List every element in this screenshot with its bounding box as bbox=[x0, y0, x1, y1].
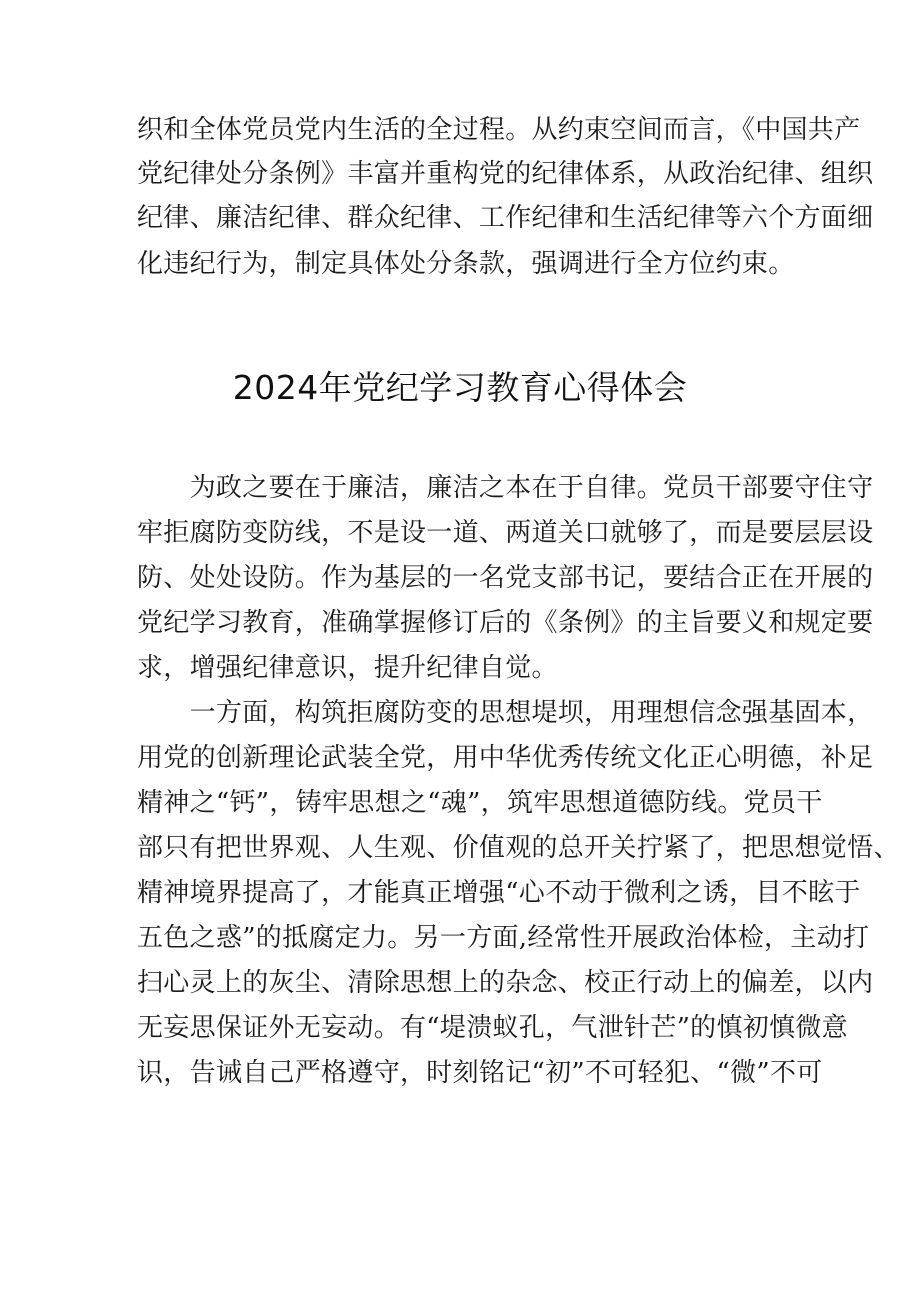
intro-line-1: 织和全体党员党内生活的全过程。从约束空间而言，《中国共产 bbox=[137, 115, 861, 145]
intro-line-4: 化违纪行为，制定具体处分条款，强调进行全方位约束。 bbox=[137, 249, 795, 279]
body-line-5: 求，增强纪律意识，提升纪律自觉。 bbox=[137, 653, 558, 683]
body-line-4: 党纪学习教育，准确掌握修订后的《条例》的主旨要义和规定要 bbox=[137, 608, 874, 638]
body-line-11: 五色之惑”的抵腐定力。另一方面,经常性开展政治体检，主动打 bbox=[137, 923, 870, 953]
body-line-12: 扫心灵上的灰尘、清除思想上的杂念、校正行动上的偏差，以内 bbox=[137, 968, 874, 998]
body-line-1: 为政之要在于廉洁，廉洁之本在于自律。党员干部要守住守 bbox=[137, 473, 874, 503]
document-title: 2024年党纪学习教育心得体会 bbox=[232, 368, 688, 407]
intro-line-3: 纪律、廉洁纪律、群众纪律、工作纪律和生活纪律等六个方面细 bbox=[137, 203, 874, 233]
body-line-3: 防、处处设防。作为基层的一名党支部书记，要结合正在开展的 bbox=[137, 563, 874, 593]
body-line-8: 精神之“钙”，铸牢思想之“魂”，筑牢思想道德防线。党员干 bbox=[137, 788, 823, 818]
body-line-10: 精神境界提高了，才能真正增强“心不动于微利之诱，目不眩于 bbox=[137, 878, 861, 908]
body-line-6: 一方面，构筑拒腐防变的思想堤坝，用理想信念强基固本， bbox=[137, 698, 874, 728]
body-line-7: 用党的创新理论武装全党，用中华优秀传统文化正心明德，补足 bbox=[137, 743, 874, 773]
intro-line-2: 党纪律处分条例》丰富并重构党的纪律体系，从政治纪律、组织 bbox=[137, 159, 874, 189]
body-line-14: 识，告诫自己严格遵守，时刻铭记“初”不可轻犯、“微”不可 bbox=[137, 1058, 823, 1088]
body-line-2: 牢拒腐防变防线，不是设一道、两道关口就够了，而是要层层设 bbox=[137, 518, 874, 548]
body-line-9: 部只有把世界观、人生观、价值观的总开关拧紧了，把思想觉悟、 bbox=[137, 833, 900, 863]
body-line-13: 无妄思保证外无妄动。有“堤溃蚁孔，气泄针芒”的慎初慎微意 bbox=[137, 1013, 848, 1043]
